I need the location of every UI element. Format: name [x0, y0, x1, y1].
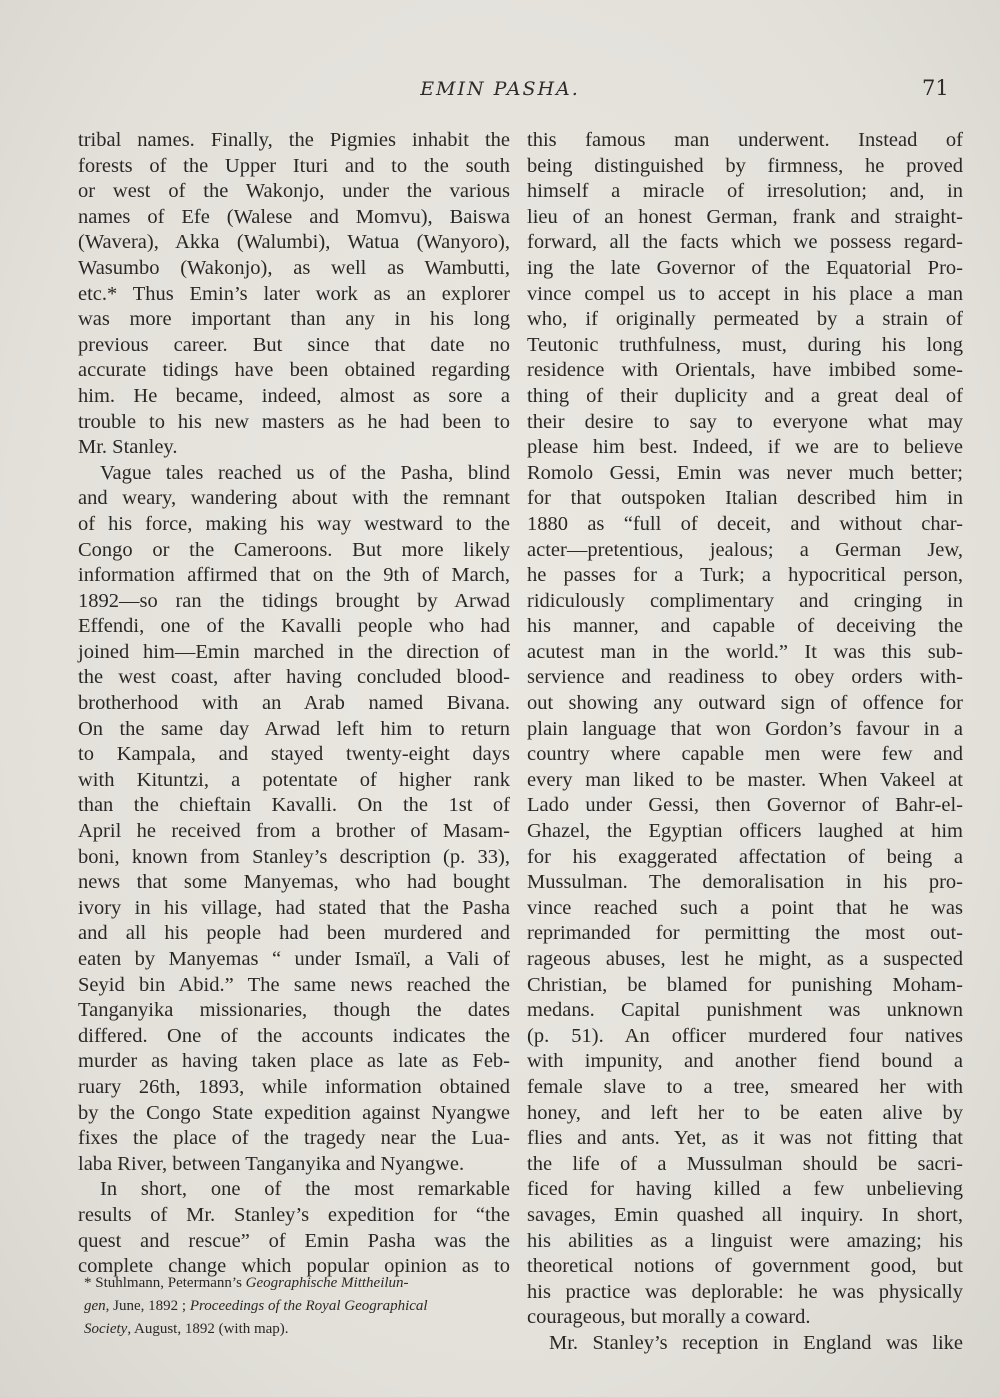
text-line: trouble to his new masters as he had been to [78, 410, 510, 433]
text-line: 1880 as “full of deceit, and without char- [527, 512, 963, 535]
text-line: Mr. Stanley’s reception in England was like [549, 1331, 963, 1354]
footnote-text: , June, 1892 ; [105, 1298, 190, 1314]
text-line: accurate tidings have been obtained regarding [78, 359, 510, 382]
text-line: him. He became, indeed, almost as sore a [78, 384, 510, 407]
running-head: EMIN PASHA. [420, 78, 580, 100]
text-line: country where capable men were few and [527, 743, 963, 766]
text-line: forests of the Upper Ituri and to the south [78, 154, 510, 177]
text-line: names of Efe (Walese and Momvu), Baiswa [78, 205, 510, 228]
text-line: etc.* Thus Emin’s later work as an explorer [78, 282, 510, 305]
footnote-italic-text: Proceedings of the Royal Geographical [189, 1298, 428, 1314]
text-line: to Kampala, and stayed twenty-eight days [78, 743, 510, 766]
text-line: ivory in his village, had stated that the Pasha [78, 896, 510, 919]
text-line: this famous man underwent. Instead of [527, 129, 963, 151]
right-column [527, 128, 963, 1357]
text-line: medans. Capital punishment was unknown [527, 999, 963, 1022]
text-line: lieu of an honest German, frank and straight- [527, 205, 963, 228]
text-line: previous career. But since that date no [78, 333, 510, 356]
text-line: female slave to a tree, smeared her with [527, 1075, 963, 1098]
text-line: differed. One of the accounts indicates the [78, 1024, 510, 1047]
text-line: vince compel us to accept in his place a man [527, 282, 963, 305]
text-line: servience and readiness to obey orders with- [527, 666, 963, 689]
text-line: out showing any outward sign of offence for [527, 692, 963, 715]
text-line: who, if originally permeated by a strain of [527, 308, 963, 331]
text-line: with impunity, and another fiend bound a [527, 1050, 963, 1073]
text-line: being distinguished by firmness, he proved [527, 154, 963, 177]
text-line: please him best. Indeed, if we are to believe [527, 436, 963, 459]
text-line: vince reached such a point that he was [527, 896, 963, 919]
footnote-italic-text: Geographische Mittheilun- [245, 1275, 409, 1291]
text-line: murder as having taken place as late as Feb- [78, 1050, 510, 1073]
text-line: thing of their duplicity and a great deal of [527, 384, 963, 407]
text-line: laba River, between Tanganyika and Nyangwe. [78, 1152, 465, 1175]
text-line: Effendi, one of the Kavalli people who had [78, 615, 510, 638]
text-line: quest and rescue” of Emin Pasha was the [78, 1229, 510, 1252]
text-line: he passes for a Turk; a hypocritical person, [527, 564, 963, 587]
text-line: forward, all the facts which we possess regard- [527, 231, 963, 254]
footnote [84, 1272, 512, 1341]
text-line: ing the late Governor of the Equatorial Pro- [527, 256, 963, 279]
text-line: his manner, and capable of deceiving the [527, 615, 963, 638]
text-line: by the Congo State expedition against Nyangwe [78, 1101, 510, 1124]
text-line: ficed for having killed a few unbelieving [527, 1178, 963, 1201]
text-line: Christian, be blamed for punishing Moham- [527, 973, 963, 996]
text-line: of his force, making his way westward to the [78, 512, 510, 535]
text-line: Wasumbo (Wakonjo), as well as Wambutti, [78, 256, 510, 279]
text-line: Romolo Gessi, Emin was never much better; [527, 461, 963, 484]
text-line: ruary 26th, 1893, while information obtained [78, 1075, 510, 1098]
text-line: April he received from a brother of Masam- [78, 820, 510, 843]
text-line: was more important than any in his long [78, 308, 510, 331]
footnote-text: * Stuhlmann, Petermann’s [84, 1275, 246, 1291]
footnote-line [84, 1272, 512, 1295]
text-line: (p. 51). An officer murdered four natives [527, 1024, 963, 1047]
text-line: his practice was deplorable: he was physically [527, 1280, 963, 1303]
text-line: theoretical notions of government good, but [527, 1255, 963, 1278]
text-line: fixes the place of the tragedy near the Lua- [78, 1127, 510, 1150]
text-line: courageous, but morally a coward. [527, 1306, 811, 1329]
footnote-italic-text: Society [84, 1321, 128, 1337]
text-line: Mussulman. The demoralisation in his pro- [527, 871, 963, 894]
text-line: eaten by Manyemas “ under Ismaïl, a Vali of [78, 948, 510, 970]
text-line: reprimanded for permitting the most out- [527, 922, 963, 945]
text-line: his abilities as a linguist were amazing; his [527, 1229, 963, 1252]
text-line: plain language that won Gordon’s favour in a [527, 717, 963, 740]
text-line: Teutonic truthfulness, must, during his long [527, 333, 963, 356]
text-line: brotherhood with an Arab named Bivana. [78, 692, 510, 715]
text-line: their desire to say to everyone what may [527, 410, 963, 433]
text-line: acutest man in the world.” It was this sub- [527, 640, 963, 663]
text-line: and weary, wandering about with the remnant [78, 487, 510, 510]
text-line: acter—pretentious, jealous; a German Jew, [527, 538, 963, 561]
text-line: Seyid bin Abid.” The same news reached the [78, 973, 510, 996]
text-line: ridiculously complimentary and cringing in [527, 589, 963, 612]
page-number: 71 [922, 76, 949, 100]
text-line: 1892—so ran the tidings brought by Arwad [78, 589, 510, 612]
left-column [78, 128, 510, 1280]
text-line: Lado under Gessi, then Governor of Bahr-el- [527, 794, 963, 817]
text-line: tribal names. Finally, the Pigmies inhabit the [78, 129, 510, 151]
text-line: Ghazel, the Egyptian officers laughed at him [527, 820, 963, 843]
text-line: complete change which popular opinion as to [78, 1255, 510, 1278]
text-line: Tanganyika missionaries, though the dates [78, 999, 510, 1022]
footnote-line [84, 1318, 512, 1341]
text-line: for his exaggerated affectation of being a [527, 845, 963, 868]
text-line: with Kituntzi, a potentate of higher rank [78, 768, 510, 791]
footnote-line [84, 1295, 512, 1318]
text-line: On the same day Arwad left him to return [78, 717, 510, 740]
text-line: results of Mr. Stanley’s expedition for “the [78, 1203, 510, 1226]
text-line: every man liked to be master. When Vakeel at [527, 768, 963, 791]
text-line: than the chieftain Kavalli. On the 1st of [78, 794, 510, 817]
footnote-text: , August, 1892 (with map). [127, 1321, 289, 1337]
text-line: joined him—Emin marched in the direction of [78, 640, 510, 663]
text-line: flies and ants. Yet, as it was not fitting that [527, 1127, 963, 1150]
footnote-italic-text: gen [84, 1298, 106, 1314]
text-line: (Wavera), Akka (Walumbi), Watua (Wanyoro), [78, 231, 510, 254]
text-line: savages, Emin quashed all inquiry. In short, [527, 1203, 963, 1226]
text-line: and all his people had been murdered and [78, 922, 510, 945]
text-line: residence with Orientals, have imbibed some- [527, 359, 963, 382]
text-line: rageous abuses, lest he might, as a suspected [527, 948, 963, 970]
text-line: boni, known from Stanley’s description (p. 33), [78, 845, 510, 868]
text-line: In short, one of the most remarkable [100, 1178, 510, 1201]
text-line: the life of a Mussulman should be sacri- [527, 1152, 963, 1175]
text-line: news that some Manyemas, who had bought [78, 871, 510, 894]
text-line: the west coast, after having concluded blood- [78, 666, 510, 689]
text-line: Congo or the Cameroons. But more likely [78, 538, 510, 561]
text-line: himself a miracle of irresolution; and, in [527, 180, 963, 203]
text-line: or west of the Wakonjo, under the various [78, 180, 510, 203]
text-line: for that outspoken Italian described him in [527, 487, 963, 510]
text-line: honey, and left her to be eaten alive by [527, 1101, 963, 1124]
text-line: Mr. Stanley. [78, 436, 178, 459]
text-line: Vague tales reached us of the Pasha, blind [100, 461, 510, 484]
text-line: information affirmed that on the 9th of March, [78, 564, 510, 587]
